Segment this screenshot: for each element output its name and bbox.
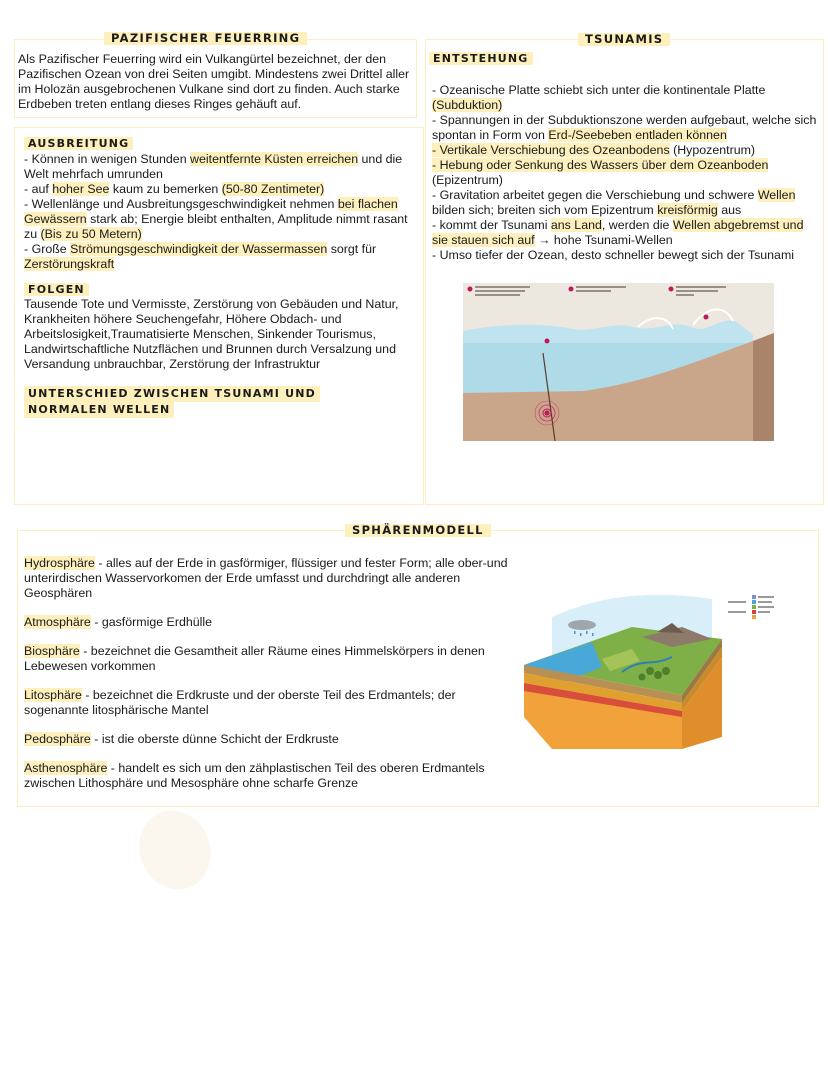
ausbreitung-item: - auf hoher See kaum zu bemerken (50-80 Zentimeter) bbox=[24, 182, 325, 196]
entstehung-item: - Spannungen in der Subduktionszone werden aufgebaut, welche sich spontan in Form von Erd-/Seebeben entladen können bbox=[432, 113, 817, 142]
feuerring-title: PAZIFISCHER FEUERRING bbox=[104, 32, 307, 45]
sphere-item-bio: Biosphäre - bezeichnet die Gesamtheit aller Räume eines Himmelskörpers in denen Lebewesen vorkommen bbox=[24, 644, 485, 673]
sphere-item-pedo: Pedosphäre - ist die oberste dünne Schicht der Erdkruste bbox=[24, 732, 339, 746]
entstehung-item: - Ozeanische Platte schiebt sich unter die kontinentale Platte (Subduktion) bbox=[432, 83, 766, 112]
entstehung-item: - Umso tiefer der Ozean, desto schneller bewegt sich der Tsunami bbox=[432, 248, 795, 262]
ausbreitung-item: - Große Strömungsgeschwindigkeit der Wassermassen sorgt für Zerstörungskraft bbox=[24, 242, 377, 271]
spheres-list bbox=[24, 556, 512, 791]
tsunamis-title: TSUNAMIS bbox=[578, 33, 670, 46]
sphere-legend bbox=[728, 595, 774, 619]
tsunami-diagram bbox=[463, 283, 774, 441]
ausbreitung-item: - Wellenlänge und Ausbreitungsgeschwindigkeit nehmen bei flachen Gewässern stark ab; Energie bleibt enthalten, Amplitude nimmt rasant zu (Bis zu 50 Metern) bbox=[24, 197, 408, 241]
spheres-title: SPHÄRENMODELL bbox=[345, 524, 491, 537]
sphere-item-lito: Litosphäre - bezeichnet die Erdkruste und der oberste Teil des Erdmantels; der sogenannte litosphärische Mantel bbox=[24, 688, 456, 717]
unterschied-heading: UNTERSCHIED ZWISCHEN TSUNAMI UND NORMALEN WELLEN bbox=[24, 386, 320, 418]
ausbreitung-list bbox=[24, 152, 420, 272]
feuerring-text: Als Pazifischer Feuerring wird ein Vulkangürtel bezeichnet, der den Pazifischen Ozean von drei Seiten umgibt. Mindestens zwei Drittel aller im Holozän ausgebrochenen Vulkane sind dort zu finden. Auch starke Erdbeben treten entlang dieses Ringes gehäuft auf. bbox=[18, 52, 410, 111]
folgen-heading: FOLGEN bbox=[24, 282, 89, 298]
sphere-item-astheno: Asthenosphäre - handelt es sich um den zähplastischen Teil des oberen Erdmantels zwischen Lithosphäre und Mesosphäre ohne scharfe Grenze bbox=[24, 761, 485, 790]
entstehung-heading: ENTSTEHUNG bbox=[429, 51, 533, 67]
ausbreitung-heading: AUSBREITUNG bbox=[24, 136, 133, 152]
sphere-item-hydro: Hydrosphäre - alles auf der Erde in gasförmiger, flüssiger und fester Form; alle ober-und unterirdischen Wasservorkomen der Erde umfasst und durchdringt alle anderen Geosphären bbox=[24, 556, 508, 600]
sphere-item-atmo: Atmosphäre - gasförmige Erdhülle bbox=[24, 615, 213, 629]
sphere-diagram bbox=[522, 587, 812, 749]
folgen-text: Tausende Tote und Vermisste, Zerstörung von Gebäuden und Natur, Krankheiten höhere Seuchengefahr, Höhere Obdach- und Arbeitslosigkeit,Traumatisierte Menschen, Sinkender Tourismus, Landwirtschaftliche Nutzflächen und Brunnen durch Versalzung und Versandung unbrauchbar, Zerstörung der Infrastruktur bbox=[24, 297, 399, 371]
ausbreitung-item: - Können in wenigen Stunden weitentfernte Küsten erreichen und die Welt mehrfach umrunden bbox=[24, 152, 403, 181]
entstehung-list bbox=[432, 83, 818, 263]
entstehung-item: - kommt der Tsunami ans Land, werden die Wellen abgebremst und sie stauen sich auf → hohe Tsunami-Wellen bbox=[432, 218, 804, 247]
faint-blob bbox=[128, 800, 221, 899]
entstehung-item: - Hebung oder Senkung des Wassers über dem Ozeanboden (Epizentrum) bbox=[432, 158, 769, 187]
entstehung-item: - Vertikale Verschiebung des Ozeanbodens (Hypozentrum) bbox=[432, 143, 756, 157]
entstehung-item: - Gravitation arbeitet gegen die Verschiebung und schwere Wellen bilden sich; breiten sich vom Epizentrum kreisförmig aus bbox=[432, 188, 796, 217]
